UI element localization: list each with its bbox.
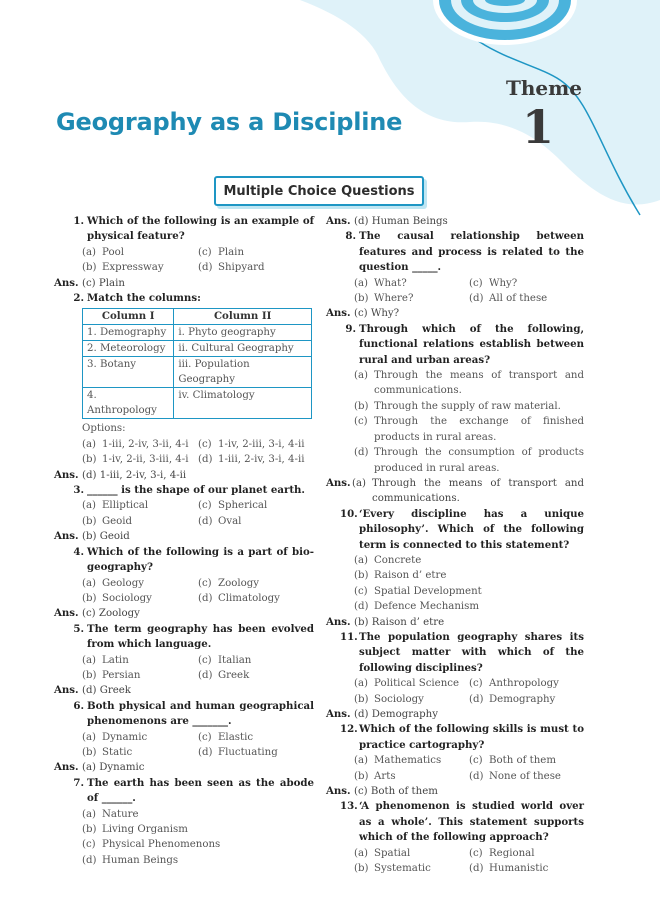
option: (d) Climatology (198, 592, 280, 604)
option: (d) Defence Mechanism (354, 601, 480, 613)
option: (a) Latin (82, 654, 129, 666)
question-block (54, 699, 314, 776)
question-number: 8. (345, 230, 356, 243)
option: (b) Persian (82, 669, 141, 681)
question-block (54, 776, 314, 868)
option: (c) Italian (198, 654, 252, 666)
option: (b) Sociology (82, 592, 152, 604)
option: (c) Why? (469, 277, 518, 289)
question-block (326, 229, 584, 321)
question-text: ‘Every discipline has a unique philosophy’. Which of the following term is connected to this statement? (359, 507, 584, 551)
option: (b) Raison d’ etre (354, 570, 447, 582)
option: (c) Plain (198, 246, 245, 258)
option: (a) Through the means of transport and communications. (354, 370, 584, 397)
option: (d) All of these (469, 293, 548, 305)
question-block (326, 322, 584, 507)
answer: Ans. (c) Plain (54, 276, 125, 289)
option: (c) Anthropology (469, 678, 559, 690)
question-block (54, 214, 314, 291)
question-number: 2. (73, 292, 84, 305)
option: (d) Fluctuating (198, 746, 278, 758)
option: (c) 1-iv, 2-iii, 3-i, 4-ii (198, 438, 305, 450)
theme-number: 1 (522, 100, 555, 154)
option: (c) Through the exchange of finished products in rural areas. (354, 416, 584, 443)
answer: Ans. (d) 1-iii, 2-iv, 3-i, 4-ii (54, 468, 187, 481)
chapter-title: Geography as a Discipline (56, 108, 403, 136)
answer: Ans. (b) Geoid (54, 530, 130, 543)
option: (b) Arts (354, 770, 396, 782)
question-text: ‘A phenomenon is studied world over as a whole’. This statement supports which of the following approach? (359, 800, 584, 844)
option: (a) Concrete (354, 554, 422, 566)
option: (a) What? (354, 277, 407, 289)
option: (d) Shipyard (198, 262, 265, 274)
option: (c) Zoology (198, 577, 260, 589)
answer: Ans. (c) Zoology (54, 607, 140, 620)
question-block (54, 483, 314, 545)
match-table (82, 308, 312, 419)
option: (a) Mathematics (354, 755, 442, 767)
question-block (326, 722, 584, 799)
question-number: 10. (340, 507, 358, 520)
question-block (326, 507, 584, 630)
question-text: Which of the following is an example of physical feature? (87, 215, 314, 243)
question-number: 9. (345, 322, 356, 335)
left-column (54, 214, 314, 868)
option: (b) Static (82, 746, 133, 758)
option: (b) Geoid (82, 515, 133, 527)
option: (d) 1-iii, 2-iv, 3-i, 4-ii (198, 454, 305, 466)
option: (a) Political Science (354, 678, 459, 690)
question-number: 1. (73, 215, 84, 227)
option: (b) Sociology (354, 693, 424, 705)
question-number: 11. (340, 630, 358, 643)
option: (a) 1-iii, 2-iv, 3-ii, 4-i (82, 438, 189, 450)
answer: Ans. (c) Both of them (326, 785, 438, 798)
answer: Ans. (a) Dynamic (54, 761, 145, 774)
section-banner: Multiple Choice Questions (214, 176, 424, 206)
option: (a) Pool (82, 246, 124, 258)
question-number: 6. (73, 699, 84, 712)
question-number: 7. (73, 776, 84, 789)
question-text: Match the columns: (87, 292, 201, 305)
option: (c) Spherical (198, 500, 268, 512)
question-number: 4. (73, 545, 84, 558)
question-text: The earth has been seen as the abode of ______. (87, 776, 314, 805)
theme-label: Theme (506, 76, 583, 100)
question-number: 5. (73, 622, 84, 635)
option: (d) None of these (469, 770, 561, 782)
option: (b) 1-iv, 2-ii, 3-iii, 4-i (82, 454, 189, 466)
question-block (326, 799, 584, 876)
table-header: Column I (83, 309, 174, 325)
option: (b) Through the supply of raw material. (354, 400, 561, 412)
question-number: 3. (73, 484, 84, 497)
question-block (54, 545, 314, 622)
answer: Ans. (c) Why? (326, 307, 400, 320)
answer: Ans. (d) Greek (54, 684, 131, 697)
question-text: Both physical and human geographical phenomenons are _______. (87, 699, 314, 728)
option: (b) Systematic (354, 863, 431, 875)
option: (a) Geology (82, 577, 144, 589)
option: (d) Demography (469, 693, 556, 705)
question-number: 12. (340, 723, 358, 736)
question-text: The term geography has been evolved from which language. (87, 622, 314, 651)
answer: Ans. (d) Human Beings (326, 215, 448, 227)
option: (c) Spatial Development (354, 585, 482, 597)
question-number: 13. (340, 800, 358, 813)
table-header: Column II (174, 309, 312, 325)
question-block (54, 622, 314, 699)
option: (a) Dynamic (82, 731, 148, 743)
table-row: 4. Anthropology iv. Climatology (83, 388, 312, 419)
option: (a) Elliptical (82, 500, 149, 512)
option: (d) Oval (198, 515, 242, 527)
question-text: Which of the following skills is must to practice cartography? (359, 723, 584, 751)
option: (d) Greek (198, 669, 250, 681)
option: (b) Expressway (82, 262, 164, 274)
question-text: Through which of the following, functional relations establish between rural and urban areas? (359, 322, 584, 366)
question-block (54, 291, 314, 483)
option: (a) Nature (82, 808, 139, 820)
question-text: The causal relationship between features and process is related to the question _____. (359, 230, 584, 274)
option: (c) Regional (469, 847, 535, 859)
table-row: 3. Botany iii. Population Geography (83, 357, 312, 388)
option: (d) Human Beings (82, 854, 179, 866)
right-column (326, 214, 584, 876)
option: (c) Elastic (198, 731, 254, 743)
question-block (326, 630, 584, 722)
option: (c) Physical Phenomenons (82, 839, 221, 851)
option: (a) Spatial (354, 847, 411, 859)
answer: Ans. (a) Through the means of transport and communications. (326, 476, 584, 505)
question-text: ______ is the shape of our planet earth. (87, 484, 305, 497)
table-row: 1. Demography i. Phyto geography (83, 325, 312, 341)
option: (c) Both of them (469, 755, 556, 767)
option: (d) Humanistic (469, 863, 549, 875)
option: (d) Through the consumption of products produced in rural areas. (354, 447, 584, 474)
options-label: Options: (82, 423, 126, 435)
option: (b) Living Organism (82, 824, 188, 835)
answer: Ans. (b) Raison d’ etre (326, 615, 445, 628)
question-text: The population geography shares its subject matter with which of the following disciplines? (359, 630, 584, 674)
option: (b) Where? (354, 293, 414, 305)
table-row: 2. Meteorology ii. Cultural Geography (83, 341, 312, 357)
question-text: Which of the following is a part of bio-geography? (87, 545, 314, 574)
answer: Ans. (d) Demography (326, 708, 439, 720)
